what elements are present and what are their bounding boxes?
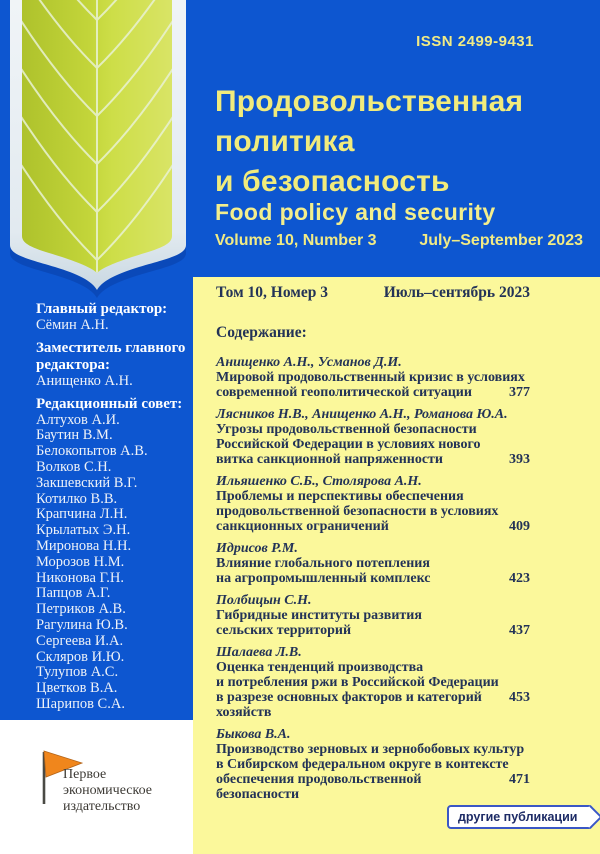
- toc-entry-title-text: Производство зерновых и зернобобовых культур: [216, 742, 525, 757]
- toc-entry-authors: Полбицын С.Н.: [216, 593, 312, 608]
- toc-entry-authors: Быкова В.А.: [216, 727, 291, 742]
- journal-title-ru-line2: политика: [215, 125, 355, 158]
- editor-name: Котилко В.В.: [36, 490, 118, 507]
- editor-name: Анищенко А.Н.: [36, 372, 133, 389]
- editor-name: Папцов А.Г.: [36, 585, 111, 602]
- toc-entry-line: [216, 623, 530, 638]
- toc-entry-authors: Анищенко А.Н., Усманов Д.И.: [216, 355, 402, 370]
- toc-entry-title-text: и потребления ржи в Российской Федерации: [216, 675, 499, 690]
- more-publications-button-body[interactable]: [447, 805, 593, 829]
- editor-name: Цветков В.А.: [36, 680, 118, 697]
- editor-name: Сёмин А.Н.: [36, 317, 109, 333]
- toc-entry-authors: Ильяшенко С.Б., Столярова А.Н.: [216, 474, 422, 489]
- toc-panel: [193, 277, 600, 854]
- toc-entry: [216, 407, 530, 467]
- toc-entry-line: [216, 772, 530, 802]
- editor-name: Петриков А.В.: [36, 601, 126, 618]
- toc-entry-line: [216, 489, 530, 504]
- toc-entry-line: [216, 571, 530, 586]
- issue-date-ru: Июль–сентябрь 2023: [383, 284, 530, 301]
- toc-entry-title-text: Проблемы и перспективы обеспечения: [216, 489, 464, 504]
- editor-name: Рагулина Ю.В.: [36, 616, 128, 633]
- toc-entry-title-text: современной геополитической ситуации: [216, 385, 472, 400]
- editor-name: Волков С.Н.: [36, 458, 112, 475]
- toc-entry: [216, 355, 530, 400]
- toc-entry-line: [216, 608, 530, 623]
- toc-entry-page-number: 471: [509, 772, 530, 787]
- toc-entry: [216, 727, 530, 802]
- editor-name: Тулупов А.С.: [36, 664, 119, 681]
- toc-entry-line: [216, 675, 530, 690]
- contents-label: Содержание:: [216, 324, 307, 341]
- toc-entry-line: [216, 504, 530, 519]
- publisher-logo-block: [0, 720, 193, 854]
- toc-entry-page-number: 437: [509, 623, 530, 638]
- issue-date-en: July–September 2023: [419, 232, 583, 249]
- toc-entry-page-number: 377: [509, 385, 530, 400]
- toc-entry-authors: Шалаева Л.В.: [216, 645, 302, 660]
- toc-entry-page-number: 453: [509, 690, 530, 705]
- publisher-name-line1: Первое: [63, 767, 107, 782]
- toc-entry-title-text: Российской Федерации в условиях нового: [216, 437, 481, 452]
- editor-name: Никонова Г.Н.: [36, 569, 124, 586]
- journal-title-en: Food policy and security: [215, 199, 496, 225]
- toc-entry-title-text: Гибридные институты развития: [216, 608, 422, 623]
- editor-name: Сергеева И.А.: [36, 632, 124, 649]
- editor-name: Крапчина Л.Н.: [36, 506, 128, 523]
- toc-entry-page-number: 423: [509, 571, 530, 586]
- editor-name: Крылатых Э.Н.: [36, 522, 131, 539]
- sidebar-section-heading: Заместитель главного редактора:: [36, 339, 186, 373]
- more-publications-label: другие публикации: [458, 810, 578, 824]
- editor-name: Миронова Н.Н.: [36, 537, 132, 554]
- sidebar-section-heading: Редакционный совет:: [36, 395, 183, 412]
- toc-entry-line: [216, 422, 530, 437]
- toc-entry-line: [216, 690, 530, 720]
- toc-entry-line: [216, 437, 530, 452]
- toc-entry-title-text: в Сибирском федеральном округе в контексте: [216, 757, 509, 772]
- toc-entry-line: [216, 370, 530, 385]
- toc-entry-page-number: 393: [509, 452, 530, 467]
- volume-number-ru: Том 10, Номер 3: [216, 284, 328, 301]
- editorial-sidebar: [36, 301, 194, 713]
- leaf-book-logo: [0, 0, 196, 302]
- toc-entry-line: [216, 742, 530, 757]
- toc-entry-line: [216, 757, 530, 772]
- toc-entry: [216, 645, 530, 720]
- editor-name: Белокопытов А.В.: [36, 443, 148, 460]
- toc-entry-authors: Лясников Н.В., Анищенко А.Н., Романова Ю.А.: [216, 407, 508, 422]
- editor-name: Скляров И.Ю.: [36, 648, 125, 665]
- toc-entries-list: [193, 355, 600, 802]
- toc-entry-title-text: на агропромышленный комплекс: [216, 571, 431, 586]
- journal-title-ru-line3: и безопасность: [215, 165, 450, 198]
- toc-entry-title-text: Влияние глобального потепления: [216, 556, 430, 571]
- editor-name: Морозов Н.М.: [36, 553, 125, 570]
- volume-number-en: Volume 10, Number 3: [215, 232, 377, 249]
- issn-number: ISSN 2499-9431: [416, 33, 534, 50]
- more-publications-button[interactable]: [447, 805, 593, 829]
- editor-name: Алтухов А.И.: [36, 411, 120, 428]
- toc-entry-title-text: санкционных ограничений: [216, 519, 389, 534]
- toc-entry-authors: Идрисов Р.М.: [216, 541, 298, 556]
- toc-entry: [216, 474, 530, 534]
- toc-entry-line: [216, 385, 530, 400]
- toc-entry: [216, 541, 530, 586]
- publisher-name-line3: издательство: [63, 799, 141, 814]
- toc-entry-line: [216, 660, 530, 675]
- toc-entry-title-text: Мировой продовольственный кризис в условиях: [216, 370, 525, 385]
- toc-entry-line: [216, 556, 530, 571]
- arrow-right-icon: [579, 805, 600, 829]
- publisher-name: [63, 767, 152, 815]
- toc-entry-line: [216, 452, 530, 467]
- toc-entry-title-text: Оценка тенденций производства: [216, 660, 424, 675]
- editor-name: Шарипов С.А.: [36, 695, 125, 712]
- volume-date-row: [215, 232, 583, 250]
- toc-entry-title-text: обеспечения продовольственной безопасности: [216, 772, 422, 802]
- toc-entry-title-text: Угрозы продовольственной безопасности: [216, 422, 477, 437]
- sidebar-section-heading: Главный редактор:: [36, 301, 168, 317]
- toc-entry: [216, 593, 530, 638]
- toc-entry-line: [216, 519, 530, 534]
- editor-name: Баутин В.М.: [36, 427, 113, 444]
- editor-name: Закшевский В.Г.: [36, 474, 138, 491]
- toc-entry-title-text: сельских территорий: [216, 623, 352, 638]
- journal-title-ru: [215, 82, 523, 202]
- toc-header-row: [193, 277, 600, 302]
- toc-entry-title-text: продовольственной безопасности в условиях: [216, 504, 499, 519]
- publisher-name-line2: экономическое: [63, 783, 152, 798]
- toc-entry-page-number: 409: [509, 519, 530, 534]
- toc-entry-title-text: в разрезе основных факторов и категорий хозяйств: [216, 690, 482, 720]
- journal-title-ru-line1: Продовольственная: [215, 85, 524, 118]
- toc-entry-title-text: витка санкционной напряженности: [216, 452, 443, 467]
